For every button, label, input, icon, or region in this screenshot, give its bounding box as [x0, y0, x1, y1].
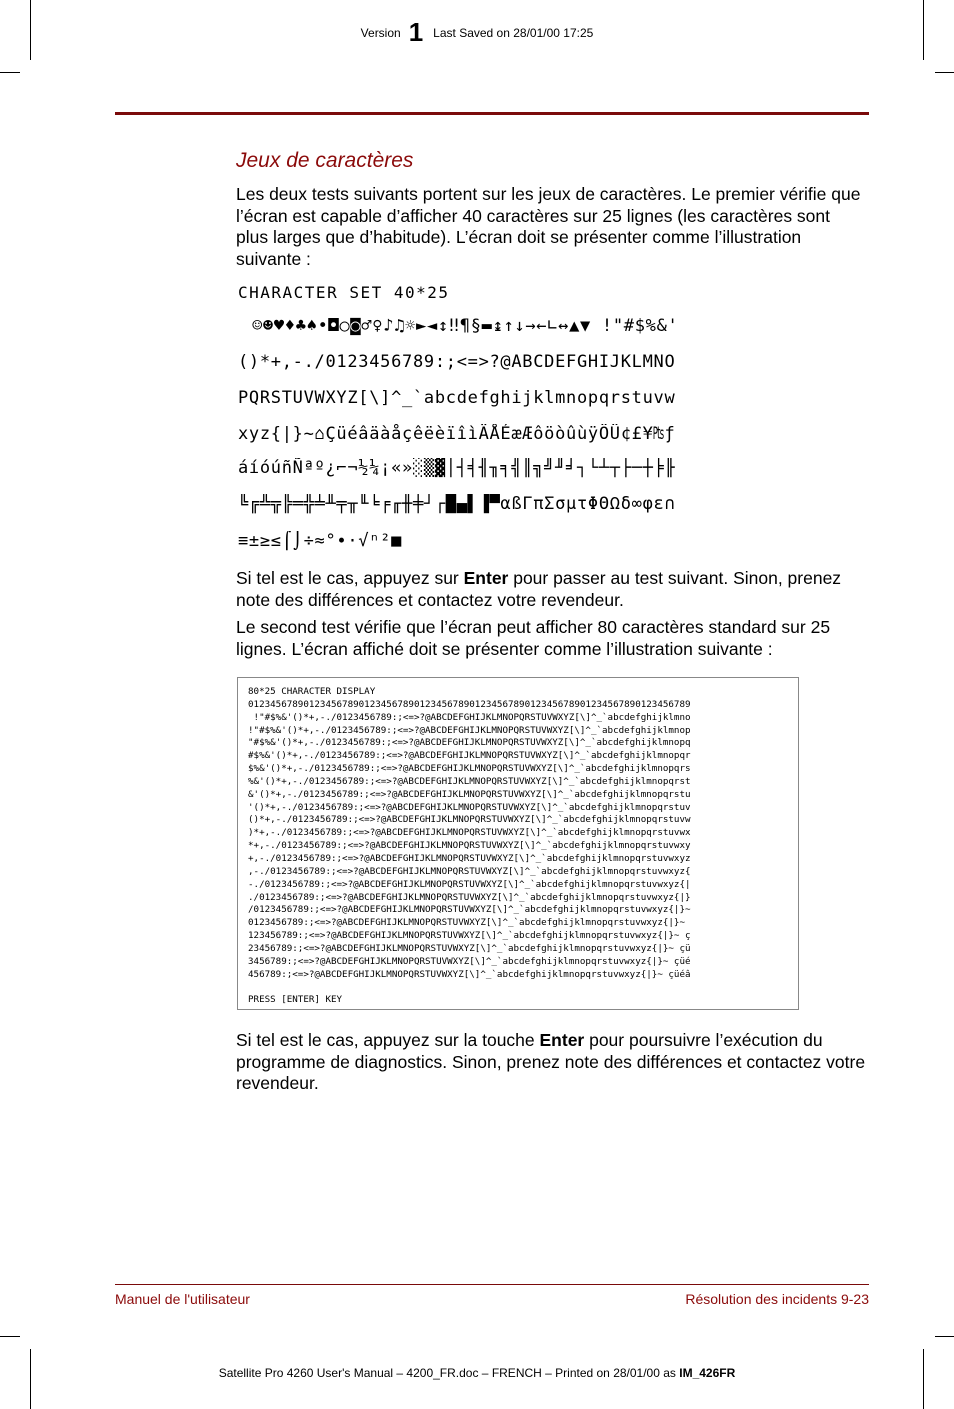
version-label: Version	[360, 26, 401, 40]
enter-text-after: pour passer au test suivant. Sinon, prenez note des différences et contactez votre revendeur.	[236, 568, 842, 610]
section-title: Jeux de caractères	[236, 149, 414, 172]
charset-line: ☺☻♥♦♣♠•◘○◙♂♀♪♫☼►◄↕‼¶§▬↨↑↓→←∟↔▲▼ !"#$%&'	[252, 316, 679, 336]
enter-paragraph	[236, 568, 866, 611]
display-spacer	[248, 981, 792, 994]
crop-mark	[0, 72, 20, 73]
display-line: -./0123456789:;<=>?@ABCDEFGHIJKLMNOPQRSTUVWXYZ[\]^_`abcdefghijklmnopqrstuvwxyz{|	[248, 878, 691, 890]
intro-paragraph: Les deux tests suivants portent sur les jeux de caractères. Le premier vérifie que l’écran est capable d’afficher 40 caractères sur 25 lignes (les caractères sont plus larges que d’habitude). L’écran doit se présenter comme l’illustration suivante :	[236, 184, 861, 269]
charset-line: ╚╔╩╦╠═╬╧╨╤╥╙╘╒╓╫╪┘┌█▄▌▐▀αßΓπΣσµτΦΘΩδ∞φε∩	[238, 494, 676, 514]
display-line: ()*+,-./0123456789:;<=>?@ABCDEFGHIJKLMNOPQRSTUVWXYZ[\]^_`abcdefghijklmnopqrstuvw	[248, 814, 691, 826]
charset-line: xyz{|}~⌂ÇüéâäàåçêëèïîìÄÅÉæÆôöòûùÿÖÜ¢£¥₧ƒ	[238, 424, 676, 444]
display-line: "#$%&'()*+,-./0123456789:;<=>?@ABCDEFGHIJKLMNOPQRSTUVWXYZ[\]^_`abcdefghijklmnopq	[248, 737, 691, 749]
footer-rule	[115, 1284, 869, 1285]
crop-mark	[935, 72, 954, 73]
footer-manual-title: Manuel de l'utilisateur	[115, 1291, 250, 1307]
display-prompt: PRESS [ENTER] KEY	[248, 994, 343, 1006]
display-line: 0123456789:;<=>?@ABCDEFGHIJKLMNOPQRSTUVWXYZ[\]^_`abcdefghijklmnopqrstuvwxyz{|}~	[248, 917, 685, 929]
version-number: 1	[408, 17, 424, 47]
display-line: 3456789:;<=>?@ABCDEFGHIJKLMNOPQRSTUVWXYZ[\]^_`abcdefghijklmnopqrstuvwxyz{|}~ çüé	[248, 955, 691, 967]
print-info-code: IM_426FR	[679, 1366, 736, 1380]
final-text-before: Si tel est le cas, appuyez sur la touche	[236, 1030, 540, 1050]
display-line: /0123456789:;<=>?@ABCDEFGHIJKLMNOPQRSTUVWXYZ[\]^_`abcdefghijklmnopqrstuvwxyz{|}~	[248, 904, 691, 916]
charset-line: ≡±≥≤⌠⌡÷≈°∙·√ⁿ²■	[238, 531, 403, 551]
crop-mark	[935, 1336, 954, 1337]
charset-line: PQRSTUVWXYZ[\]^_`abcdefghijklmnopqrstuvw	[238, 388, 676, 408]
final-key-label: Enter	[539, 1030, 585, 1050]
display-line: #$%&'()*+,-./0123456789:;<=>?@ABCDEFGHIJKLMNOPQRSTUVWXYZ[\]^_`abcdefghijklmnopqr	[248, 750, 691, 762]
footer-page-number: Résolution des incidents 9-23	[685, 1291, 869, 1307]
display-line: !"#$%&'()*+,-./0123456789:;<=>?@ABCDEFGHIJKLMNOPQRSTUVWXYZ[\]^_`abcdefghijklmno	[248, 711, 691, 723]
header-rule	[115, 112, 869, 115]
display-line: 123456789:;<=>?@ABCDEFGHIJKLMNOPQRSTUVWXYZ[\]^_`abcdefghijklmnopqrstuvwxyz{|}~ ç	[248, 930, 691, 942]
display-line: %&'()*+,-./0123456789:;<=>?@ABCDEFGHIJKLMNOPQRSTUVWXYZ[\]^_`abcdefghijklmnopqrst	[248, 775, 691, 787]
charset-line: áíóúñÑªº¿⌐¬½¼¡«»░▒▓│┤╡╢╖╕╣║╗╝╜╛┐└┴┬├─┼╞╟	[238, 458, 676, 478]
display-line: !"#$%&'()*+,-./0123456789:;<=>?@ABCDEFGHIJKLMNOPQRSTUVWXYZ[\]^_`abcdefghijklmnop	[248, 724, 691, 736]
last-saved: Last Saved on 28/01/00 17:25	[433, 26, 594, 40]
display-line: +,-./0123456789:;<=>?@ABCDEFGHIJKLMNOPQRSTUVWXYZ[\]^_`abcdefghijklmnopqrstuvwxyz	[248, 852, 691, 864]
crop-mark	[0, 1336, 20, 1337]
final-text-after: pour poursuivre l’exécution du programme de diagnostics. Sinon, prenez note des différences et contactez votre revendeur.	[236, 1030, 866, 1093]
charset-line: ()*+,-./0123456789:;<=>?@ABCDEFGHIJKLMNO	[238, 352, 676, 372]
display-line: )*+,-./0123456789:;<=>?@ABCDEFGHIJKLMNOPQRSTUVWXYZ[\]^_`abcdefghijklmnopqrstuvwx	[248, 827, 691, 839]
display-line: ./0123456789:;<=>?@ABCDEFGHIJKLMNOPQRSTUVWXYZ[\]^_`abcdefghijklmnopqrstuvwxyz{|}	[248, 891, 691, 903]
display-line: *+,-./0123456789:;<=>?@ABCDEFGHIJKLMNOPQRSTUVWXYZ[\]^_`abcdefghijklmnopqrstuvwxy	[248, 840, 691, 852]
final-paragraph	[236, 1030, 866, 1095]
display-line: 456789:;<=>?@ABCDEFGHIJKLMNOPQRSTUVWXYZ[\]^_`abcdefghijklmnopqrstuvwxyz{|}~ çüéâ	[248, 968, 691, 980]
enter-key-label: Enter	[463, 568, 509, 588]
display-line: $%&'()*+,-./0123456789:;<=>?@ABCDEFGHIJKLMNOPQRSTUVWXYZ[\]^_`abcdefghijklmnopqrs	[248, 763, 691, 775]
display-line: 80*25 CHARACTER DISPLAY	[248, 686, 376, 697]
display-line: 23456789:;<=>?@ABCDEFGHIJKLMNOPQRSTUVWXYZ[\]^_`abcdefghijklmnopqrstuvwxyz{|}~ çü	[248, 942, 691, 954]
second-test-paragraph: Le second test vérifie que l’écran peut afficher 80 caractères standard sur 25 lignes. L’écran affiché doit se présenter comme l’illustration suivante :	[236, 617, 831, 659]
version-header	[0, 17, 954, 47]
display-line: 01234567890123456789012345678901234567890123456789012345678901234567890123456789	[248, 698, 691, 710]
print-info	[0, 1366, 954, 1380]
display-line: '()*+,-./0123456789:;<=>?@ABCDEFGHIJKLMNOPQRSTUVWXYZ[\]^_`abcdefghijklmnopqrstuv	[248, 801, 691, 813]
character-display-box	[237, 677, 799, 1010]
enter-text-before: Si tel est le cas, appuyez sur	[236, 568, 464, 588]
display-line: &'()*+,-./0123456789:;<=>?@ABCDEFGHIJKLMNOPQRSTUVWXYZ[\]^_`abcdefghijklmnopqrstu	[248, 788, 691, 800]
print-info-text: Satellite Pro 4260 User's Manual – 4200_FR.doc – FRENCH – Printed on 28/01/00 as	[218, 1366, 680, 1380]
charset-title: CHARACTER SET 40*25	[238, 283, 450, 302]
display-line: ,-./0123456789:;<=>?@ABCDEFGHIJKLMNOPQRSTUVWXYZ[\]^_`abcdefghijklmnopqrstuvwxyz{	[248, 865, 691, 877]
